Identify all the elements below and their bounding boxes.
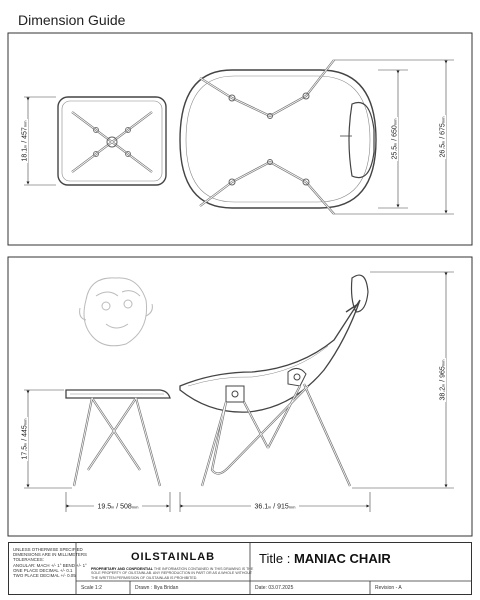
svg-text:38.2in / 965mm: 38.2in / 965mm bbox=[439, 359, 447, 401]
tolerance-line: DIMENSIONS ARE IN MILLIMETERS bbox=[13, 552, 87, 558]
chair-side-view bbox=[180, 275, 368, 486]
title-block bbox=[8, 542, 472, 595]
scale-cell: Scale 1:2 bbox=[81, 585, 102, 591]
mascot-sketch bbox=[80, 278, 153, 346]
svg-text:18.1in / 457mm: 18.1in / 457mm bbox=[21, 120, 29, 162]
dimension-label-chair-length bbox=[251, 501, 299, 511]
tolerance-line: ANGULAR: MACH +/- 1° BEND +/- 1° bbox=[13, 562, 87, 568]
dimension-label-stool-width bbox=[94, 501, 142, 511]
top-view-frame bbox=[8, 33, 472, 245]
proprietary-notice bbox=[91, 567, 257, 580]
stool-side-view bbox=[66, 390, 170, 486]
title-label: Title : bbox=[259, 551, 291, 566]
dimension-label-chair-height bbox=[437, 358, 447, 402]
svg-text:36.1in / 915mm: 36.1in / 915mm bbox=[254, 503, 296, 511]
stool-side-dimensions bbox=[21, 390, 170, 512]
svg-text:26.5in / 675mm: 26.5in / 675mm bbox=[439, 116, 447, 158]
svg-text:25.5in / 650mm: 25.5in / 650mm bbox=[391, 118, 399, 160]
stool-top-view bbox=[58, 97, 166, 185]
page-title: Dimension Guide bbox=[18, 12, 126, 28]
chair-side-dimensions bbox=[180, 272, 454, 512]
proprietary-heading: PROPRIETARY AND CONFIDENTIAL bbox=[91, 567, 153, 571]
svg-text:19.5in / 508mm: 19.5in / 508mm bbox=[97, 503, 139, 511]
revision-cell: Revision - A bbox=[375, 585, 402, 591]
date-cell: Date: 03.07.2025 bbox=[255, 585, 294, 591]
drawn-by-cell: Drawn : Iliya Bridan bbox=[135, 585, 179, 591]
tolerance-line: ONE PLACE DECIMAL +/- 0.1 bbox=[13, 567, 73, 573]
proprietary-text: THE INFORMATION CONTAINED IN THIS DRAWING IS THE SOLE PROPERTY OF OILSTAINLAB. ANY REPRODUCTION IN PART OR AS A WHOLE WITHOUT THE WRITTEN PERMISSION OF OILSTAINLAB IS PROHIBITED. bbox=[91, 567, 254, 580]
dimension-label-total-depth bbox=[437, 115, 447, 159]
tolerance-line: UNLESS OTHERWISE SPECIFIED bbox=[13, 547, 83, 552]
company-name: OILSTAINLAB bbox=[131, 551, 216, 563]
tolerance-line: TWO PLACE DECIMAL +/- 0.05 bbox=[13, 573, 76, 579]
chair-top-view bbox=[180, 60, 376, 214]
title-value: MANIAC CHAIR bbox=[293, 551, 391, 566]
drawing-title bbox=[259, 551, 391, 566]
dimension-label-stool-height bbox=[19, 417, 29, 461]
dimension-label-top-depth bbox=[19, 119, 29, 163]
dimension-label-seat-depth bbox=[389, 117, 399, 161]
svg-text:17.5in / 445mm: 17.5in / 445mm bbox=[21, 418, 29, 460]
tolerance-line: TOLERANCES: bbox=[13, 557, 44, 563]
stool-depth-dimension bbox=[21, 97, 56, 185]
side-view-frame bbox=[8, 257, 472, 536]
